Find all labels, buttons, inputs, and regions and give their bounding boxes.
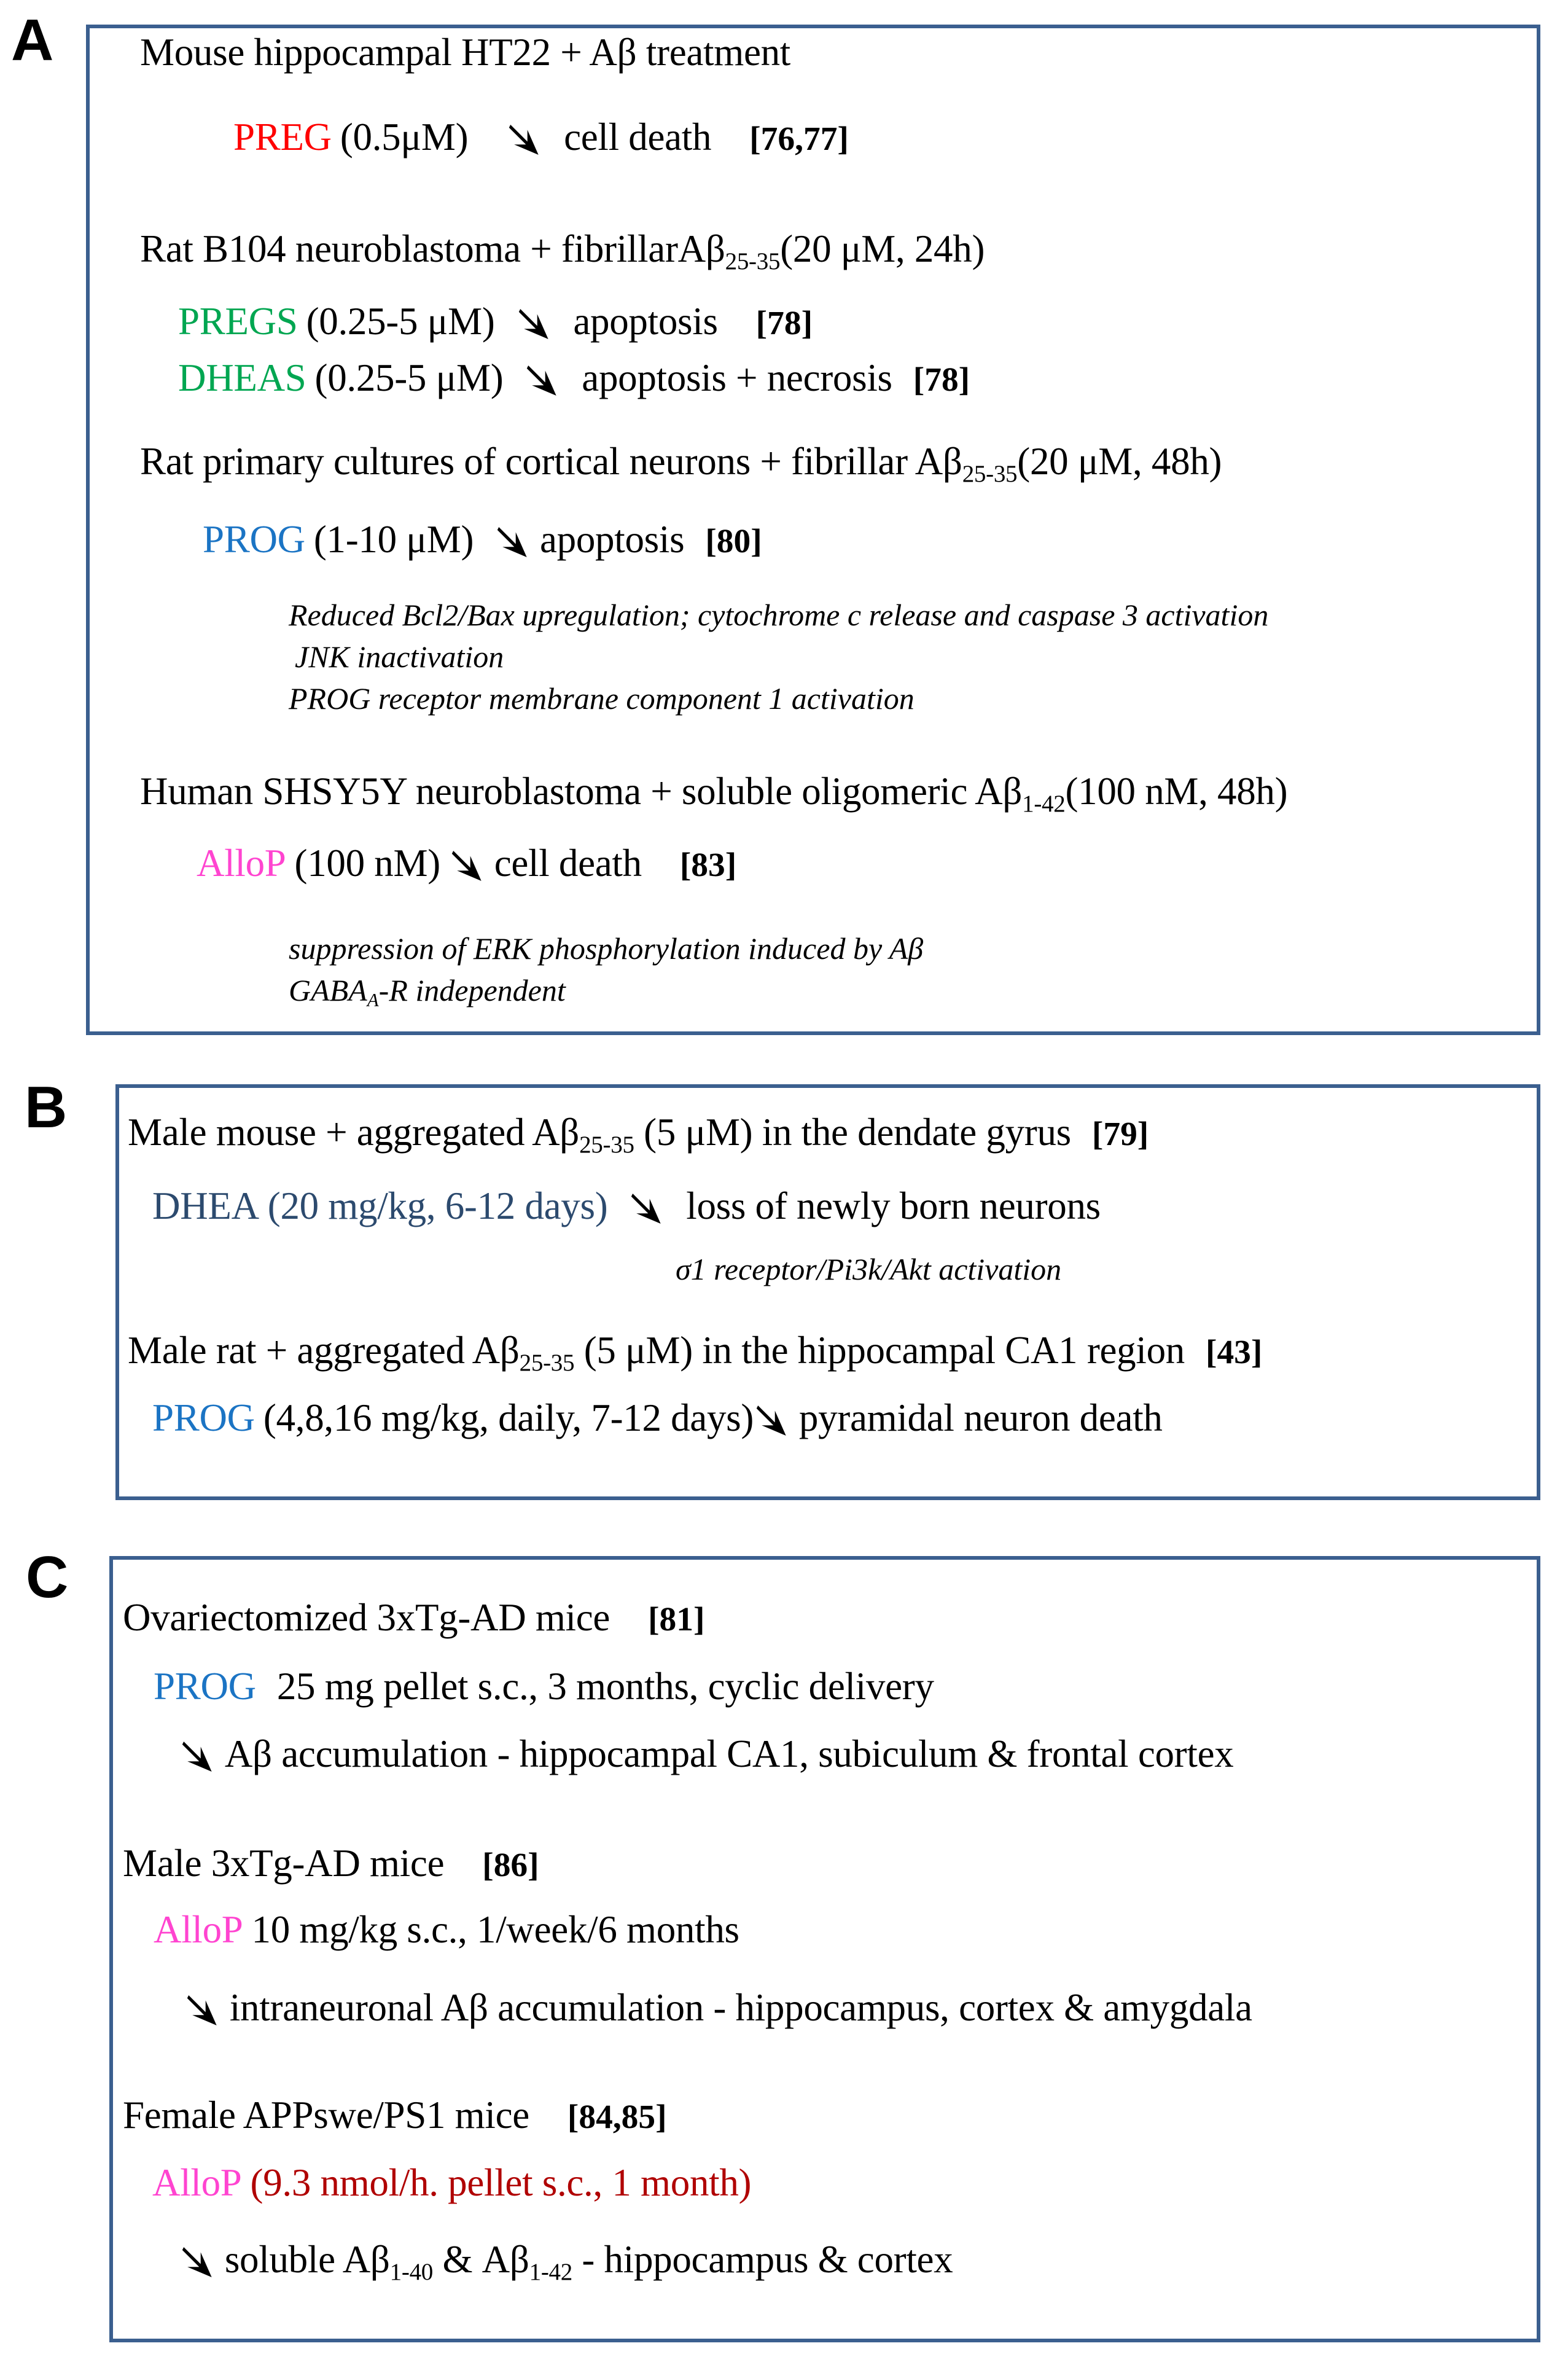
- text: -R independent: [378, 973, 566, 1007]
- outcome: apoptosis: [573, 300, 718, 343]
- panel-c-block2-treatment: [154, 1909, 739, 1950]
- text: (100 nM, 48h): [1065, 770, 1288, 813]
- down-right-arrow-icon: [506, 121, 543, 158]
- down-right-arrow-icon: [184, 1992, 221, 2028]
- text: & Aβ: [433, 2238, 529, 2281]
- down-right-arrow-icon: [494, 523, 531, 560]
- panel-label-a: A: [11, 7, 54, 73]
- text: Male mouse + aggregated Aβ: [128, 1111, 580, 1154]
- drug-allop: AlloP: [197, 842, 286, 885]
- text: Rat B104 neuroblastoma + fibrillarAβ: [140, 227, 725, 270]
- outcome: pyramidal neuron death: [798, 1396, 1163, 1439]
- dose: 25 mg pellet s.c., 3 months, cyclic delivery: [276, 1665, 934, 1708]
- drug-dhea: DHEA: [152, 1184, 259, 1227]
- outcome: loss of newly born neurons: [686, 1184, 1101, 1227]
- subscript: 25-35: [725, 248, 781, 275]
- reference: [84,85]: [567, 2098, 667, 2135]
- panel-label-c: C: [26, 1544, 69, 1610]
- reference: [43]: [1205, 1333, 1263, 1371]
- panel-c-block2-outcome: [184, 1987, 1252, 2028]
- text: Ovariectomized 3xTg-AD mice: [123, 1596, 610, 1639]
- panel-c-block3-outcome: [179, 2238, 953, 2285]
- panel-b-block2-treatment: [152, 1398, 1163, 1439]
- panel-b-note-1: σ1 receptor/Pi3k/Akt activation: [676, 1252, 1062, 1286]
- drug-prog: PROG: [152, 1396, 255, 1439]
- subscript: 1-42: [529, 2258, 572, 2285]
- down-right-arrow-icon: [179, 1738, 216, 1775]
- down-right-arrow-icon: [754, 1402, 790, 1439]
- reference: [83]: [679, 846, 737, 883]
- panel-b-block1-treatment: [152, 1186, 1101, 1227]
- panel-b-block1-header: [128, 1111, 1149, 1158]
- panel-a-block4-header: [140, 770, 1288, 817]
- text: Female APPswe/PS1 mice: [123, 2094, 529, 2137]
- text: Rat primary cultures of cortical neurons + fibrillar Aβ: [140, 440, 962, 483]
- drug-prog: PROG: [203, 518, 305, 561]
- panel-c-block3-header: [123, 2095, 667, 2135]
- panel-a-block1-treatment: [233, 117, 849, 158]
- panel-a-note-2: JNK inactivation: [295, 639, 504, 674]
- panel-a-note-1: Reduced Bcl2/Bax upregulation; cytochrome c release and caspase 3 activation: [289, 598, 1269, 632]
- reference: [78]: [913, 361, 970, 398]
- subscript: 1-40: [389, 2258, 434, 2285]
- panel-a-block2-header: [140, 227, 985, 275]
- outcome: apoptosis: [540, 518, 685, 561]
- reference: [76,77]: [749, 120, 849, 157]
- dose: (9.3 nmol/h. pellet s.c., 1 month): [250, 2161, 752, 2204]
- panel-c-block1-treatment: [154, 1666, 934, 1707]
- down-right-arrow-icon: [449, 847, 486, 884]
- text: soluble Aβ: [224, 2238, 390, 2281]
- reference: [80]: [705, 522, 762, 560]
- text: (20 μM, 48h): [1017, 440, 1222, 483]
- text: Male rat + aggregated Aβ: [128, 1329, 520, 1372]
- dose: 10 mg/kg s.c., 1/week/6 months: [251, 1908, 739, 1951]
- down-right-arrow-icon: [628, 1190, 665, 1227]
- text: - hippocampus & cortex: [572, 2238, 953, 2281]
- down-right-arrow-icon: [524, 362, 561, 399]
- text: GABA: [289, 973, 367, 1007]
- outcome: intraneuronal Aβ accumulation - hippocampus, cortex & amygdala: [229, 1986, 1252, 2029]
- dose: (4,8,16 mg/kg, daily, 7-12 days): [263, 1396, 754, 1439]
- panel-a-note-4: suppression of ERK phosphorylation induced by Aβ: [289, 931, 924, 966]
- panel-a-block4-treatment: [197, 843, 736, 884]
- drug-allop: AlloP: [152, 2161, 242, 2204]
- subscript: 25-35: [962, 460, 1018, 487]
- panel-a-block2-treatment-2: [178, 358, 970, 399]
- down-right-arrow-icon: [179, 2243, 216, 2280]
- reference: [81]: [648, 1600, 705, 1638]
- down-right-arrow-icon: [516, 305, 553, 342]
- text: (5 μM) in the hippocampal CA1 region: [574, 1329, 1185, 1372]
- dose: (0.25-5 μM): [306, 300, 495, 343]
- panel-a-block1-header: [140, 32, 790, 72]
- panel-b-block2-header: [128, 1329, 1263, 1376]
- subscript: 25-35: [519, 1349, 575, 1376]
- drug-prog: PROG: [154, 1665, 256, 1708]
- text: Human SHSY5Y neuroblastoma + soluble oligomeric Aβ: [140, 770, 1023, 813]
- dose: (0.5μM): [340, 115, 469, 158]
- drug-preg: PREG: [233, 115, 332, 158]
- reference: [79]: [1091, 1115, 1149, 1152]
- text: (20 μM, 24h): [780, 227, 985, 270]
- subscript: 25-35: [579, 1131, 634, 1158]
- dose: (100 nM): [294, 842, 440, 885]
- panel-c-block3-treatment: [152, 2162, 751, 2203]
- reference: [78]: [755, 304, 813, 342]
- panel-a-note-5: [289, 973, 566, 1011]
- dose: (1-10 μM): [313, 518, 474, 561]
- panel-a-block2-treatment-1: [178, 301, 813, 342]
- subscript: 1-42: [1022, 790, 1066, 817]
- panel-a-note-3: PROG receptor membrane component 1 activation: [289, 681, 915, 716]
- outcome: Aβ accumulation - hippocampal CA1, subiculum & frontal cortex: [224, 1732, 1234, 1775]
- text: Mouse hippocampal HT22 + Aβ treatment: [140, 31, 791, 74]
- panel-label-b: B: [25, 1074, 68, 1140]
- panel-c-block1-outcome: [179, 1734, 1233, 1775]
- panel-c-block2-header: [123, 1843, 539, 1883]
- reference: [86]: [482, 1846, 539, 1883]
- outcome: apoptosis + necrosis: [582, 356, 892, 399]
- panel-a-block3-header: [140, 440, 1222, 487]
- drug-allop: AlloP: [154, 1908, 243, 1951]
- dose: (0.25-5 μM): [314, 356, 504, 399]
- outcome: cell death: [564, 115, 712, 158]
- subscript: A: [367, 989, 379, 1011]
- panel-a-block3-treatment: [203, 519, 762, 560]
- text: (5 μM) in the dendate gyrus: [634, 1111, 1071, 1154]
- drug-pregs: PREGS: [178, 300, 298, 343]
- drug-dheas: DHEAS: [178, 356, 306, 399]
- text: Male 3xTg-AD mice: [123, 1842, 445, 1885]
- outcome: cell death: [494, 842, 642, 885]
- dose: (20 mg/kg, 6-12 days): [267, 1184, 608, 1227]
- panel-c-block1-header: [123, 1597, 704, 1638]
